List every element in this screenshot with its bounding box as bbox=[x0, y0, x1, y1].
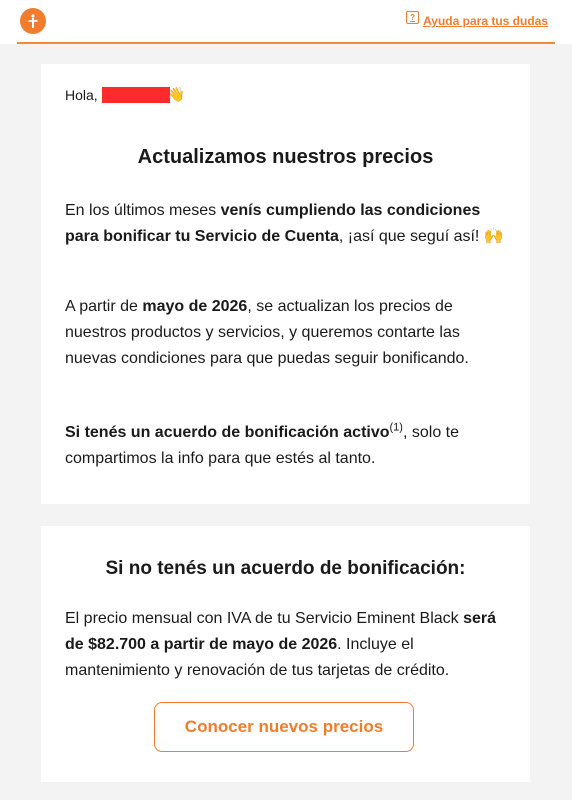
help-link[interactable] bbox=[406, 14, 548, 28]
section-title: Si no tenés un acuerdo de bonificación: bbox=[105, 558, 466, 579]
paragraph-price-update: A partir de mayo de 2026, se actualizan los precios de nuestros productos y servicios, y queremos contarte las nuevas condiciones para que puedas seguir bonificando. bbox=[65, 298, 469, 367]
brand-logo-icon[interactable] bbox=[20, 8, 46, 34]
footnote-marker: (1) bbox=[389, 421, 403, 434]
paragraph-conditions: En los últimos meses venís cumpliendo las condiciones para bonificar tu Servicio de Cuenta, ¡así que seguí así! 🙌 bbox=[65, 202, 504, 245]
redacted-name bbox=[102, 87, 170, 103]
raised-hands-icon: 🙌 bbox=[483, 228, 504, 245]
paragraph-monthly-price: El precio mensual con IVA de tu Servicio Eminent Black será de $82.700 a partir de mayo de 2026. Incluye el mantenimiento y renovación de tus tarjetas de crédito. bbox=[65, 610, 497, 679]
help-link-label: Ayuda para tus dudas bbox=[423, 14, 548, 28]
waving-hand-icon: 👋 bbox=[167, 86, 186, 102]
header-divider bbox=[17, 42, 555, 44]
question-box-icon: ? bbox=[406, 11, 419, 24]
greeting-text: Hola, bbox=[65, 86, 98, 103]
view-new-prices-button[interactable]: Conocer nuevos precios bbox=[154, 702, 414, 752]
no-agreement-card bbox=[41, 526, 530, 782]
page-title: Actualizamos nuestros precios bbox=[137, 146, 434, 168]
price-update-card bbox=[41, 64, 530, 504]
paragraph-active-agreement: Si tenés un acuerdo de bonificación activo$^{(1)}$, solo te compartimos la info para que estés al tanto. bbox=[65, 421, 459, 467]
greeting bbox=[65, 86, 185, 103]
